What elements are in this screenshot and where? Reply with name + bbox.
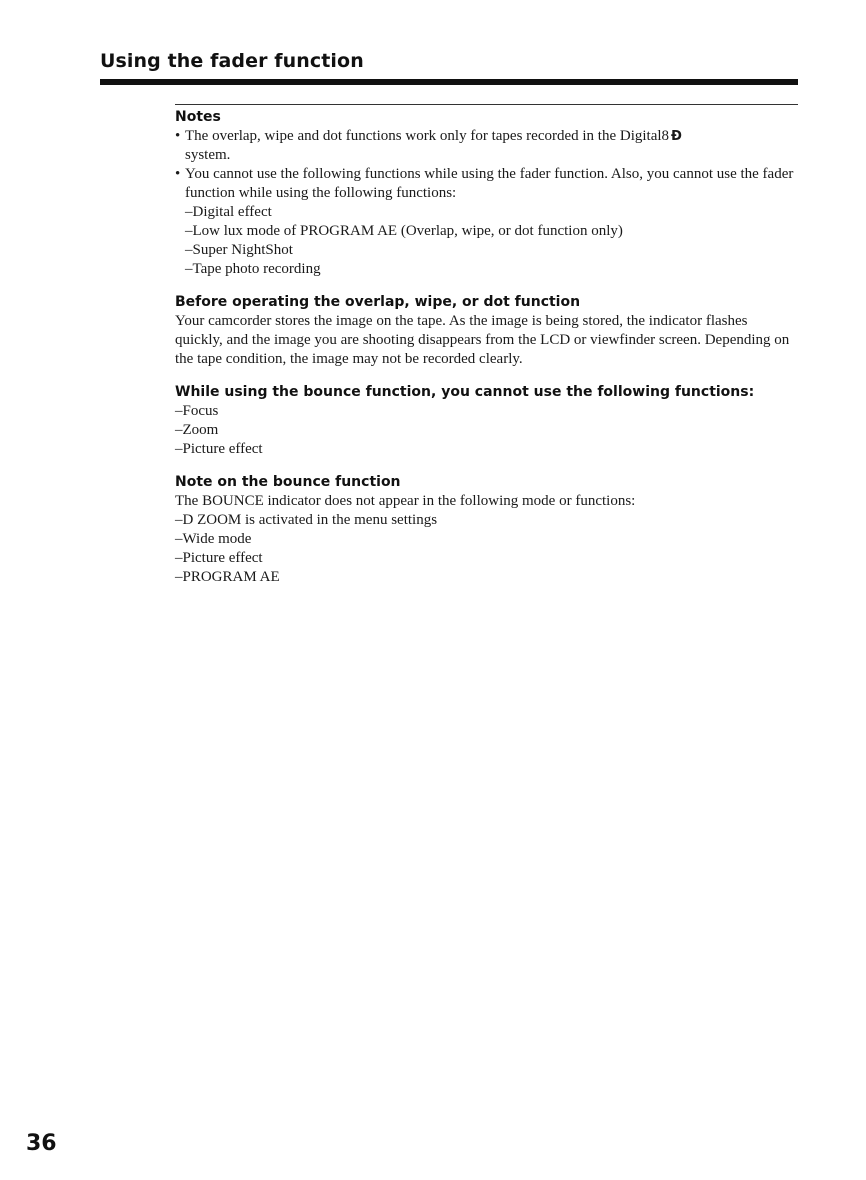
bullet-continuation: system.: [185, 147, 231, 163]
list-item: [175, 127, 798, 165]
list-item: –Super NightShot: [185, 242, 293, 258]
section-body: The BOUNCE indicator does not appear in the following mode or functions:: [175, 493, 636, 509]
list-item: –Digital effect: [185, 204, 272, 220]
bullet-text: The overlap, wipe and dot functions work only for tapes recorded in the Digital8: [185, 128, 670, 144]
dash-list: [175, 402, 798, 459]
list-item: –Picture effect: [175, 441, 263, 457]
notes-section: [175, 108, 798, 279]
section-heading: Before operating the overlap, wipe, or dot function: [175, 294, 581, 310]
list-item: –PROGRAM AE: [175, 569, 280, 585]
list-item: –Low lux mode of PROGRAM AE (Overlap, wipe, or dot function only): [185, 223, 623, 239]
list-item: –Zoom: [175, 422, 219, 438]
list-item: –Focus: [175, 403, 219, 419]
sub-list: [185, 203, 798, 279]
page-number: 36: [26, 1131, 57, 1156]
bounce-note-section: [175, 473, 798, 587]
notes-heading: Notes: [175, 109, 221, 125]
section-heading: Note on the bounce function: [175, 474, 401, 490]
notes-divider: [175, 104, 798, 105]
section-heading: While using the bounce function, you cannot use the following functions:: [175, 384, 755, 400]
overlap-wipe-dot-section: [175, 293, 798, 369]
digital8-logo-icon: Ð: [671, 129, 680, 144]
notes-bullet-list: [175, 127, 798, 279]
bullet-text: You cannot use the following functions while using the fader function. Also, you cannot use the fader function while using the following functions:: [185, 166, 794, 201]
bounce-restrictions-section: [175, 383, 798, 459]
list-item: –D ZOOM is activated in the menu settings: [175, 512, 438, 528]
page-title: Using the fader function: [100, 50, 364, 72]
title-rule: [100, 79, 798, 85]
list-item: –Tape photo recording: [185, 261, 321, 277]
list-item: –Wide mode: [175, 531, 252, 547]
section-body: Your camcorder stores the image on the tape. As the image is being stored, the indicator flashes quickly, and the image you are shooting disappears from the LCD or viewfinder screen. Depending on the tape condition, the image may not be recorded clearly.: [175, 313, 790, 367]
list-item: [175, 165, 798, 279]
page-content: [175, 104, 798, 587]
list-item: –Picture effect: [175, 550, 263, 566]
dash-list: [175, 511, 798, 587]
